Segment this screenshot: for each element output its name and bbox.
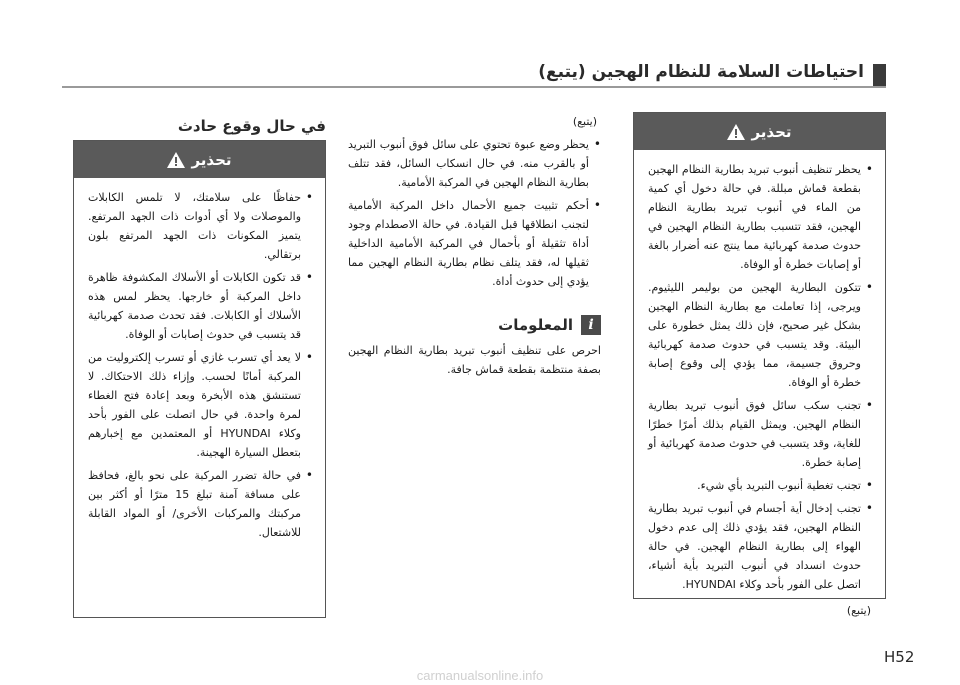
watermark: carmanualsonline.info: [416, 668, 544, 683]
info-title: المعلومات: [498, 316, 573, 334]
info-header: [348, 315, 601, 335]
info-icon: i: [581, 315, 601, 335]
section-title: احتياطات السلامة للنظام الهجين (يتبع): [538, 62, 864, 82]
section-header: [62, 58, 886, 88]
list-item: • يحظر وضع عبوة تحتوي على سائل فوق أنبوب التبريد أو بالقرب منه. في حال انسكاب السائل، فقد تتلف بطارية النظام الهجين في المركبة الأمامية.: [348, 135, 601, 192]
page-number: H52: [884, 648, 915, 666]
warning-label: تحذير: [751, 122, 792, 141]
list-item: • أحكم تثبيت جميع الأحمال داخل المركبة الأمامية لتجنب انطلاقها قبل القيادة. في حالة الاصطدام وجود أداة تثقيلة أو بأحمال في المركبة الأمامية الداخلية ثقيلها له، فقد يتلف نظام بطارية النظام الهجين مما يؤدي إلى حدوث أداة.: [348, 196, 601, 291]
list-item: • تجنب تغطية أنبوب التبريد بأي شيء.: [648, 476, 873, 495]
warning-list-left: [74, 178, 325, 552]
warning-header: [634, 113, 885, 150]
left-column: [73, 140, 326, 618]
list-item: • تجنب إدخال أية أجسام في أنبوب تبريد بطارية النظام الهجين، فقد يؤدي ذلك إلى عدم دخول الهواء إلى بطارية النظام الهجين. في حالة حدوث انسداد في أنبوب التبريد بأية أشياء، اتصل على الفور بأحد وكلاء HYUNDAI.: [648, 499, 873, 594]
list-item: • يحظر تنظيف أنبوب تبريد بطارية النظام الهجين بقطعة قماش مبللة. في حالة دخول أي كمية من الماء في أنبوب تبريد بطارية النظام الهجين، فقد تتسبب بطارية النظام الهجين في حدوث صدمة كهربائية مما ينتج عنه أضرار بالغة أو إصابات خطرة أو الوفاة.: [648, 160, 873, 274]
warning-label: تحذير: [191, 150, 232, 169]
warning-triangle-icon: [167, 152, 185, 168]
continued-label: (يتبع): [846, 604, 871, 617]
info-text: احرص على تنظيف أنبوب تبريد بطارية النظام الهجين بصفة منتظمة بقطعة قماش جافة.: [348, 344, 601, 376]
warning-box-right: [633, 112, 886, 617]
list-item: • تجنب سكب سائل فوق أنبوب تبريد بطارية النظام الهجين. ويمثل القيام بذلك أمرًا خطرًا للغاية، وقد يتسبب في حدوث صدمة كهربائية أو إصابة خطرة.: [648, 396, 873, 472]
warning-triangle-icon: [727, 124, 745, 140]
list-item: • تتكون البطارية الهجين من بوليمر الليثيوم. ويرجى، إذا تعاملت مع بطارية النظام الهجين بشكل غير صحيح، فإن ذلك يمثل خطورة على البيئة. وقد يتسبب في حدوث صدمة كهربائية وحروق جسيمة، مما يؤدي إلى وقوع إصابة خطرة أو الوفاة.: [648, 278, 873, 392]
warning-list-right: [634, 150, 885, 604]
middle-column: [348, 112, 601, 379]
continued-label-top: (يتبع): [572, 115, 597, 128]
list-item: • قد تكون الكابلات أو الأسلاك المكشوفة ظاهرة داخل المركبة أو خارجها. يحظر لمس هذه الأسلاك أو الكابلات. فقد تحدث صدمة كهربائية قد يتسبب في حدوث إصابات أو الوفاة.: [88, 268, 313, 344]
accident-heading: في حال وقوع حادث: [177, 117, 326, 135]
header-accent-bar: [873, 64, 886, 86]
right-column: [633, 112, 886, 617]
list-item: • في حالة تضرر المركبة على نحو بالغ، فحافظ على مسافة آمنة تبلغ 15 مترًا أو أكثر بين مركبتك والمركبات الأخرى/ أو المواد القابلة للاشتعال.: [88, 466, 313, 542]
warning-box-left: [73, 140, 326, 618]
warning-header: [74, 141, 325, 178]
list-item: • لا يعد أي تسرب غازي أو تسرب إلكتروليت من المركبة أمانًا لحسب. وإزاء ذلك الاحتكاك. لا تستنشق هذه الأبخرة وبعد إعادة فتح الغطاء لمرة واحدة. في حال اتصلت على الفور بأحد وكلاء HYUNDAI أو المعتمدين مع إخبارهم بتعطل السيارة الهجينة.: [88, 348, 313, 462]
middle-list: [348, 135, 601, 291]
list-item: • حفاظًا على سلامتك، لا تلمس الكابلات والموصلات ولا أي أدوات ذات الجهد المرتفع. يتميز المكونات ذات الجهد المرتفع بلون برتقالي.: [88, 188, 313, 264]
